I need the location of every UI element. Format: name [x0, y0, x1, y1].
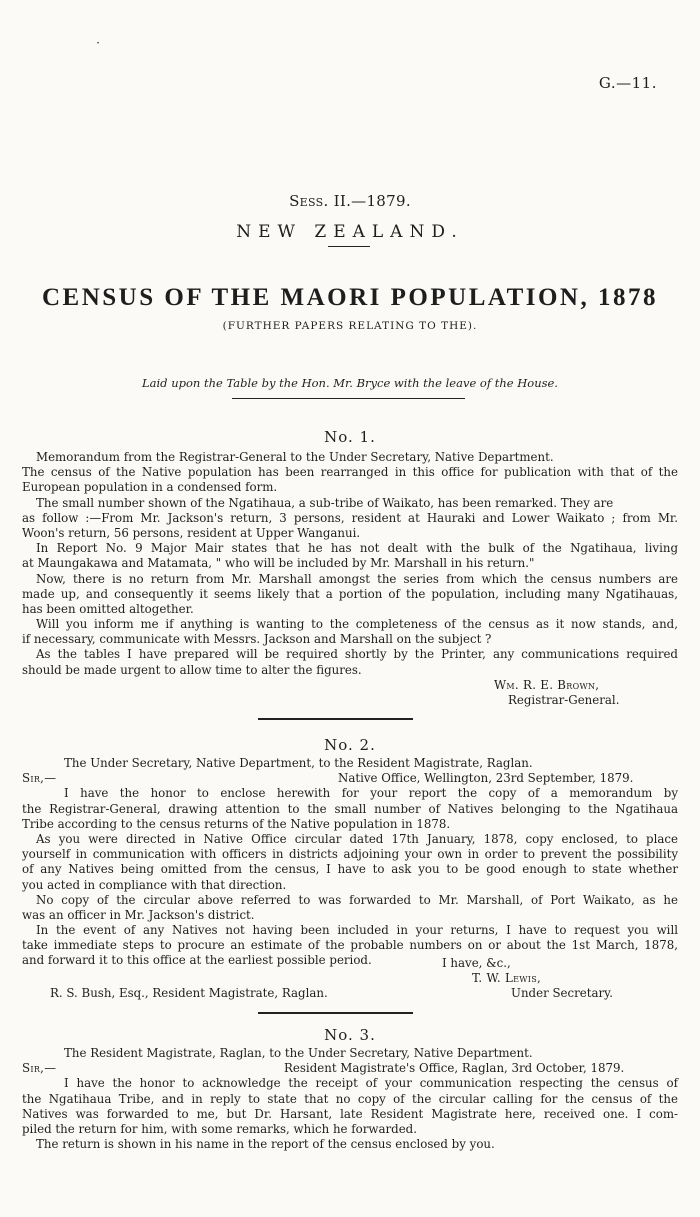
closing: I have, &c.,	[442, 956, 511, 970]
text-line: Now, there is no return from Mr. Marshall amongst the series from which the census numbers are	[36, 571, 678, 586]
text-line: Will you inform me if anything is wanting to the completeness of the census as it now stands, and,	[36, 617, 678, 632]
signature-title: Under Secretary.	[511, 986, 614, 1000]
divider	[232, 398, 465, 399]
text-line: yourself in communication with officers in districts adjoining your own in order to prevent the possibility	[22, 847, 678, 862]
text-line: I have the honor to acknowledge the receipt of your communication respecting the census of	[64, 1076, 678, 1091]
text-line: As you were directed in Native Office circular dated 17th January, 1878, copy enclosed, to place	[36, 831, 678, 846]
signature-name: Wm. R. E. Brown,	[494, 678, 600, 692]
section-heading-no1: No. 1.	[324, 428, 376, 446]
text-line: The census of the Native population has been rearranged in this office for publication with that of the	[22, 465, 678, 480]
text-line: In the event of any Natives not having been included in your returns, I have to request you will	[36, 923, 678, 938]
text-line: was an officer in Mr. Jackson's district.	[22, 907, 255, 922]
text-line: The return is shown in his name in the report of the census enclosed by you.	[36, 1137, 495, 1152]
divider	[258, 1012, 413, 1014]
text-line: if necessary, communicate with Messrs. Jackson and Marshall on the subject ?	[22, 632, 492, 647]
text-line: The Under Secretary, Native Department, to the Resident Magistrate, Raglan.	[64, 756, 533, 770]
laid-on-table-note: Laid upon the Table by the Hon. Mr. Bryce with the leave of the House.	[142, 376, 558, 390]
salutation-line	[22, 1061, 678, 1076]
text-line: No copy of the circular above referred to was forwarded to Mr. Marshall, of Port Waikato, as he	[36, 892, 678, 907]
place-date: Native Office, Wellington, 23rd September, 1879.	[338, 771, 634, 786]
speck-mark: ·	[96, 36, 101, 51]
text-line: The small number shown of the Ngatihaua, a sub-tribe of Waikato, has been remarked. They are	[36, 495, 614, 510]
paper-reference: G.—11.	[598, 74, 657, 92]
text-line: Natives was forwarded to me, but Dr. Harsant, late Resident Magistrate here, received one. I com-	[22, 1106, 678, 1121]
text-line: should be made urgent to allow time to alter the figures.	[22, 662, 362, 677]
letter-body	[22, 756, 678, 969]
text-line: I have the honor to enclose herewith for your report the copy of a memorandum by	[64, 786, 678, 801]
text-line: As the tables I have prepared will be required shortly by the Printer, any communications required	[36, 647, 678, 662]
memorandum-body	[22, 450, 678, 678]
text-line: Memorandum from the Registrar-General to the Under Secretary, Native Department.	[36, 450, 554, 464]
text-line: the Ngatihaua Tribe, and in reply to state that no copy of the circular calling for the census of the	[22, 1091, 678, 1106]
text-line: Tribe according to the census returns of the Native population in 1878.	[22, 816, 451, 831]
text-line: the Registrar-General, drawing attention to the small number of Natives belonging to the Ngatihaua	[22, 801, 678, 816]
signature-name: T. W. Lewis,	[472, 971, 542, 985]
divider	[258, 718, 413, 720]
text-line: and forward it to this office at the earliest possible period.	[22, 953, 372, 968]
document-title: CENSUS OF THE MAORI POPULATION, 1878	[42, 284, 658, 311]
text-line: piled the return for him, with some remarks, which he forwarded.	[22, 1121, 417, 1136]
text-line: you acted in compliance with that direction.	[22, 877, 287, 892]
text-line: In Report No. 9 Major Mair states that he has not dealt with the bulk of the Ngatihaua, living	[36, 541, 678, 556]
divider	[328, 246, 370, 247]
letter-body	[22, 1046, 678, 1152]
salutation: Sir,—	[22, 771, 57, 786]
section-heading-no3: No. 3.	[324, 1026, 376, 1044]
session-line: Sess. II.—1879.	[289, 192, 411, 210]
text-line: take immediate steps to procure an estimate of the probable numbers on or about the 1st March, 1878,	[22, 938, 678, 953]
text-line: European population in a condensed form.	[22, 480, 278, 495]
text-line: The Resident Magistrate, Raglan, to the Under Secretary, Native Department.	[64, 1046, 533, 1060]
document-subtitle: (FURTHER PAPERS RELATING TO THE).	[222, 320, 478, 332]
text-line: has been omitted altogether.	[22, 601, 194, 616]
country-heading: NEW ZEALAND.	[236, 222, 464, 242]
text-line: of any Natives being omitted from the census, I have to ask you to be good enough to state whether	[22, 862, 678, 877]
text-line: made up, and consequently it seems likely that a portion of the population, including many Ngatihauas,	[22, 586, 678, 601]
place-date: Resident Magistrate's Office, Raglan, 3rd October, 1879.	[284, 1061, 625, 1076]
signature-title: Registrar-General.	[508, 693, 620, 707]
salutation-line	[22, 771, 678, 786]
text-line: at Maungakawa and Matamata, " who will be included by Mr. Marshall in his return."	[22, 556, 535, 571]
text-line: Woon's return, 56 persons, resident at Upper Wanganui.	[22, 525, 361, 540]
text-line: as follow :—From Mr. Jackson's return, 3 persons, resident at Hauraki and Lower Waikato ; from Mr.	[22, 510, 678, 525]
salutation: Sir,—	[22, 1061, 57, 1076]
section-heading-no2: No. 2.	[324, 736, 376, 754]
addressee: R. S. Bush, Esq., Resident Magistrate, Raglan.	[50, 986, 328, 1000]
